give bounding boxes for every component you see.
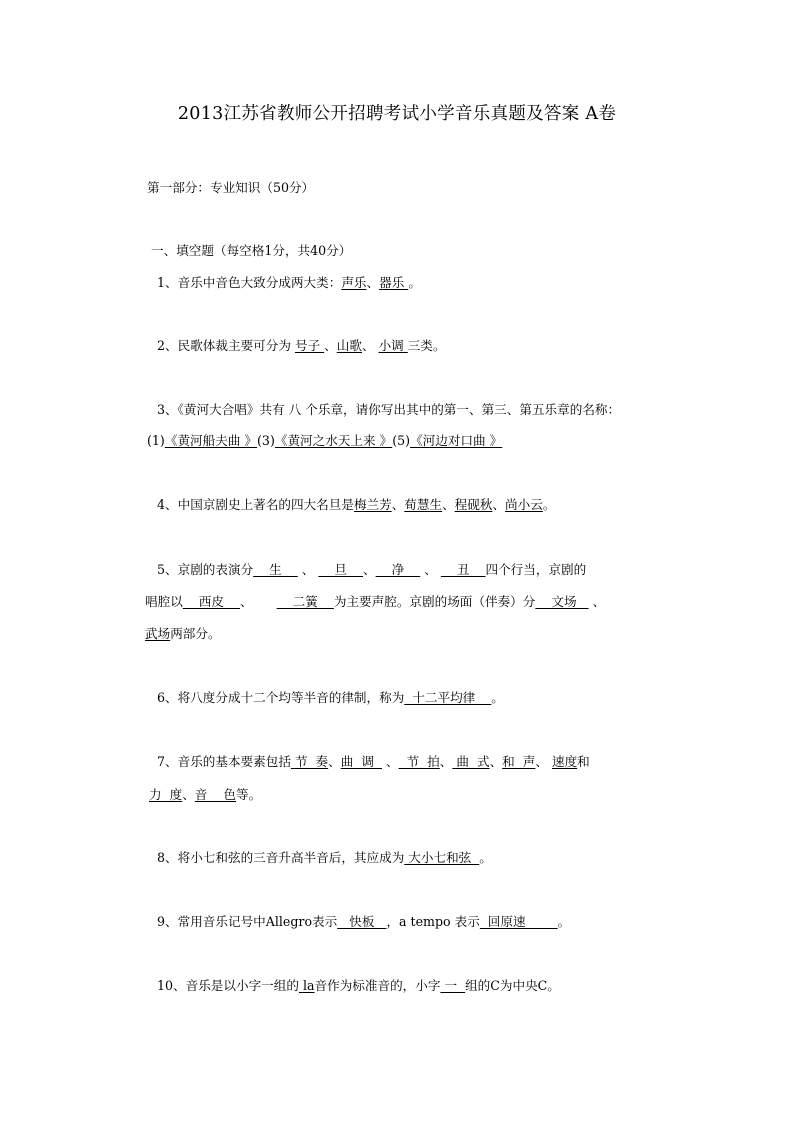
q2-sep-2: 、 bbox=[361, 338, 379, 353]
q2-sep-1: 、 bbox=[324, 338, 337, 353]
q7-sep-3: 、 bbox=[439, 754, 453, 769]
q5-answer-5: 西皮 bbox=[182, 594, 240, 609]
q5-sep-4: 、 bbox=[240, 594, 277, 609]
q5-answer-1: 生 bbox=[253, 562, 298, 577]
q9-end: 。 bbox=[557, 914, 571, 929]
q4-answer-2: 荀慧生 bbox=[404, 497, 443, 512]
q5-answer-7: 文场 bbox=[535, 594, 589, 609]
q4-answer-4: 尚小云 bbox=[505, 497, 543, 512]
q3-answer-2: 《黄河之水天上来 》 bbox=[274, 433, 393, 448]
q3-part-1-label: (1) bbox=[147, 433, 165, 448]
question-5-line-1 bbox=[157, 562, 586, 578]
q9-answer-1: 快板 bbox=[337, 914, 387, 929]
q2-prefix: 2、民歌体裁主要可分为 bbox=[157, 338, 295, 353]
q5-prefix: 5、京剧的表演分 bbox=[157, 562, 254, 577]
q4-end: 。 bbox=[542, 497, 556, 512]
q4-sep-1: 、 bbox=[391, 497, 405, 512]
question-7-line-2 bbox=[149, 787, 261, 803]
q5-sep-1: 、 bbox=[297, 562, 319, 577]
question-6 bbox=[157, 690, 504, 706]
q1-end: 。 bbox=[408, 275, 421, 290]
q7-answer-7: 力 度 bbox=[149, 787, 183, 802]
q10-mid: 音作为标准音的，小字 bbox=[314, 978, 441, 993]
q5-line3-end: 两部分。 bbox=[170, 626, 221, 641]
q7-answer-5: 和 声 bbox=[502, 754, 536, 769]
q7-answer-3: 节 拍 bbox=[398, 754, 440, 769]
q7-answer-8: 音 色 bbox=[194, 787, 236, 802]
q10-answer-2: 一 bbox=[440, 978, 466, 993]
question-5-line-3 bbox=[145, 626, 221, 642]
question-10 bbox=[157, 978, 560, 994]
q8-end: 。 bbox=[479, 850, 492, 865]
q5-answer-3: 净 bbox=[375, 562, 421, 577]
q6-end: 。 bbox=[491, 690, 504, 705]
q7-answer-2: 曲 调 bbox=[340, 754, 382, 769]
q7-sep-6: 、 bbox=[182, 787, 195, 802]
question-2 bbox=[157, 338, 446, 354]
q2-answer-3: 小调 bbox=[378, 338, 408, 353]
q5-answer-4: 丑 bbox=[440, 562, 486, 577]
q10-answer-1: la bbox=[298, 978, 315, 993]
document-title: 2013江苏省教师公开招聘考试小学音乐真题及答案 A卷 bbox=[177, 104, 617, 124]
q5-line2-mid: 为主要声腔。京剧的场面（伴奏）分 bbox=[333, 594, 536, 609]
q8-prefix: 8、将小七和弦的三音升高半音后，其应成为 bbox=[157, 850, 405, 865]
q2-end: 三类。 bbox=[407, 338, 446, 353]
question-8 bbox=[157, 850, 492, 866]
q6-answer-1: 十二平均律 bbox=[404, 690, 492, 705]
q5-answer-2: 旦 bbox=[318, 562, 364, 577]
q1-answer-1: 声乐 bbox=[341, 275, 367, 290]
q9-answer-2: 回原速 bbox=[479, 914, 558, 929]
q5-sep-3: 、 bbox=[420, 562, 441, 577]
q7-line2-end: 等。 bbox=[236, 787, 262, 802]
q6-prefix: 6、将八度分成十二个均等半音的律制，称为 bbox=[157, 690, 405, 705]
question-3-line-2 bbox=[147, 433, 502, 449]
q3-answer-1: 《黄河船夫曲 》 bbox=[164, 433, 258, 448]
q4-sep-3: 、 bbox=[492, 497, 506, 512]
q7-sep-2: 、 bbox=[381, 754, 399, 769]
question-5-line-2 bbox=[145, 594, 605, 610]
q2-answer-2: 山歌 bbox=[336, 338, 362, 353]
q4-prefix: 4、中国京剧史上著名的四大名旦是 bbox=[157, 497, 354, 512]
q5-line2-prefix: 唱腔以 bbox=[145, 594, 183, 609]
q7-answer-4: 曲 式 bbox=[452, 754, 490, 769]
question-9 bbox=[157, 914, 570, 930]
q7-sep-5: 、 bbox=[535, 754, 552, 769]
question-4 bbox=[157, 497, 555, 513]
question-1 bbox=[157, 275, 421, 291]
q9-mid: ，a tempo 表示 bbox=[386, 914, 480, 929]
q7-end: 和 bbox=[577, 754, 590, 769]
q1-answer-2: 器乐 bbox=[379, 275, 409, 290]
q5-mid: 四个行当，京剧的 bbox=[485, 562, 587, 577]
q5-answer-6: 二簧 bbox=[276, 594, 334, 609]
q10-prefix: 10、音乐是以小字一组的 bbox=[157, 978, 299, 993]
q9-prefix: 9、常用音乐记号中Allegro表示 bbox=[157, 914, 338, 929]
q5-sep-2: 、 bbox=[363, 562, 376, 577]
q7-sep-1: 、 bbox=[328, 754, 341, 769]
q3-part-3-label: (3) bbox=[257, 433, 275, 448]
q7-answer-1: 节 奏 bbox=[290, 754, 329, 769]
q4-sep-2: 、 bbox=[442, 497, 455, 512]
q3-part-5-label: (5) bbox=[392, 433, 411, 448]
q7-prefix: 7、音乐的基本要素包括 bbox=[157, 754, 291, 769]
q1-sep: 、 bbox=[366, 275, 380, 290]
q3-answer-3: 《河边对口曲 》 bbox=[410, 433, 503, 448]
q4-answer-3: 程砚秋 bbox=[454, 497, 493, 512]
section-heading: 一、填空题（每空格1分，共40分） bbox=[151, 243, 352, 258]
q10-end: 组的C为中央C。 bbox=[465, 978, 560, 993]
part-heading: 第一部分：专业知识（50分） bbox=[147, 180, 315, 195]
q4-answer-1: 梅兰芳 bbox=[353, 497, 392, 512]
q8-answer-1: 大小七和弦 bbox=[404, 850, 480, 865]
q7-sep-4: 、 bbox=[489, 754, 503, 769]
q1-prefix: 1、音乐中音色大致分成两大类： bbox=[157, 275, 342, 290]
q2-answer-1: 号子 bbox=[294, 338, 325, 353]
question-7-line-1 bbox=[157, 754, 590, 770]
q7-answer-6: 速度 bbox=[551, 754, 578, 769]
question-3-line-1: 3、《黄河大合唱》共有 八 个乐章，请你写出其中的第一、第三、第五乐章的名称： bbox=[157, 402, 621, 417]
q5-sep-5: 、 bbox=[588, 594, 606, 609]
q5-answer-8: 武场 bbox=[145, 626, 171, 641]
